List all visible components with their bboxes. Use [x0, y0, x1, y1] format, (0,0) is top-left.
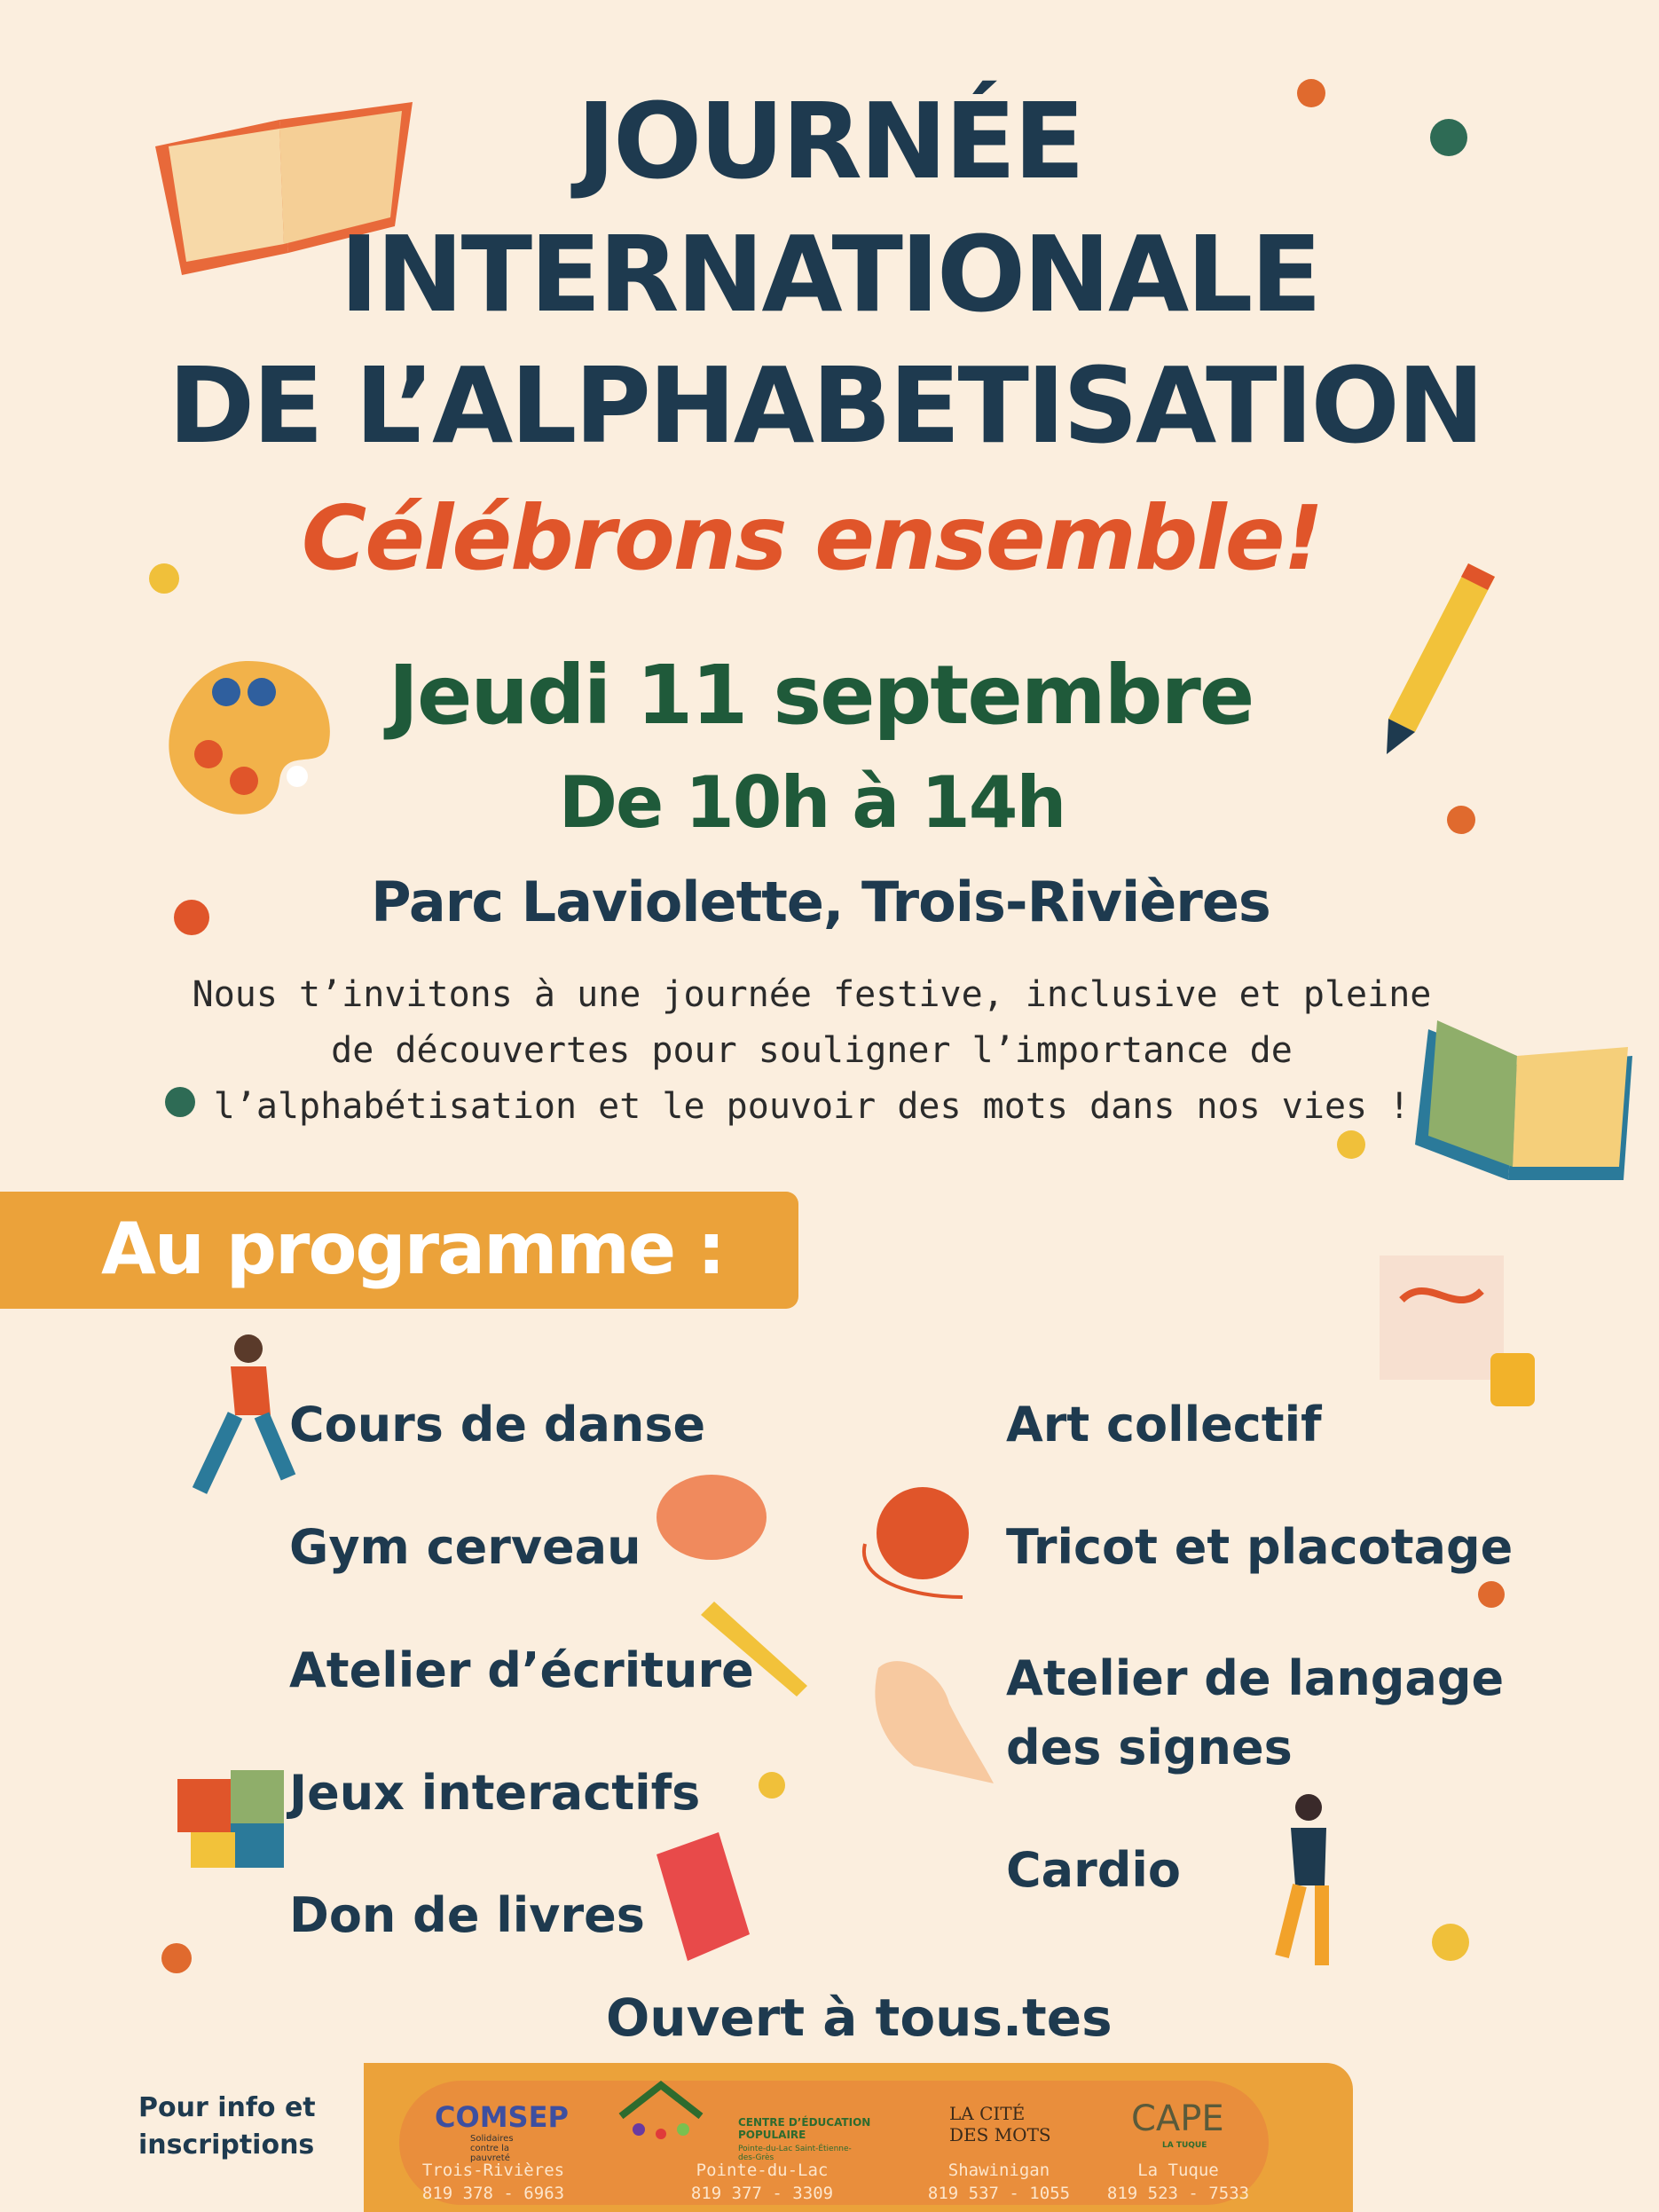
title-line-1: JOURNÉE: [577, 80, 1082, 202]
info-label: [138, 2090, 316, 2164]
subtitle: Célébrons ensemble!: [301, 486, 1323, 590]
program-banner: [0, 1192, 798, 1309]
info-line: Pour info et: [138, 2092, 316, 2123]
program-item: des signes: [1006, 1720, 1293, 1775]
program-item: Tricot et placotage: [1006, 1519, 1514, 1575]
cape-tagline: LA TUQUE: [1162, 2141, 1207, 2150]
program-item: Atelier de langage: [1006, 1650, 1505, 1706]
decor-dot: [161, 1943, 192, 1973]
program-item: Cardio: [1006, 1842, 1181, 1898]
contact-phone[interactable]: 819 523 - 7533: [1106, 2184, 1250, 2203]
brain-icon: [652, 1468, 772, 1575]
program-heading: Au programme :: [101, 1208, 724, 1290]
decor-dot: [1478, 1581, 1505, 1608]
contact-town: Trois-Rivières: [421, 2161, 565, 2180]
cite-des-mots-logo: LA CITÉ DES MOTS: [949, 2103, 1051, 2145]
cep-tagline: Pointe-du-Lac Saint-Étienne-des-Grès: [738, 2145, 852, 2162]
contact-phone[interactable]: 819 377 - 3309: [690, 2184, 834, 2203]
cep-house-icon: [617, 2081, 705, 2161]
program-item: Jeux interactifs: [289, 1765, 701, 1821]
contact-town: Shawinigan: [947, 2161, 1050, 2180]
event-date: Jeudi 11 septembre: [388, 648, 1254, 743]
sign-language-hands-icon: [861, 1633, 998, 1788]
cep-logo: CENTRE D’ÉDUCATION POPULAIRE: [738, 2116, 871, 2141]
contact-town: Pointe-du-Lac: [696, 2161, 829, 2180]
description-line: Nous t’invitons à une journée festive, inclusive et pleine: [192, 974, 1432, 1015]
comsep-logo: COMSEP: [435, 2100, 569, 2134]
event-location: Parc Laviolette, Trois-Rivières: [371, 870, 1270, 934]
decor-dot: [759, 1772, 785, 1799]
contact-phone[interactable]: 819 537 - 1055: [927, 2184, 1071, 2203]
cardio-person-icon: [1255, 1788, 1362, 1979]
yarn-ball-icon: [856, 1473, 980, 1606]
title-line-2: INTERNATIONALE: [339, 213, 1320, 335]
program-item: Gym cerveau: [289, 1519, 641, 1575]
puzzle-icon: [169, 1752, 302, 1885]
contact-la-tuque: [1063, 2159, 1293, 2205]
program-item: Art collectif: [1006, 1397, 1322, 1452]
book-icon: [648, 1828, 759, 1965]
description-line: de découvertes pour souligner l’importance de: [331, 1030, 1293, 1071]
event-hours: De 10h à 14h: [558, 761, 1065, 844]
title-line-3: DE L’ALPHABETISATION: [168, 344, 1482, 467]
easel-icon: [1357, 1247, 1561, 1433]
description-line: l’alphabétisation et le pouvoir des mots dans nos vies !: [213, 1086, 1411, 1127]
comsep-tagline: Solidaires contre la pauvreté: [470, 2134, 514, 2163]
info-line: inscriptions: [138, 2129, 315, 2161]
open-to-all: Ouvert à tous.tes: [606, 1988, 1113, 2048]
description: [0, 967, 1641, 1135]
contact-town: La Tuque: [1137, 2161, 1219, 2180]
partners-footer: [364, 2063, 1353, 2212]
contact-trois-rivieres: [378, 2159, 609, 2205]
program-item: Atelier d’écriture: [289, 1642, 754, 1698]
program-item: Cours de danse: [289, 1397, 706, 1452]
dancer-icon: [173, 1326, 306, 1508]
contact-phone[interactable]: 819 378 - 6963: [421, 2184, 565, 2203]
pencil-icon: [692, 1597, 816, 1704]
contact-pointe-du-lac: [647, 2159, 877, 2205]
decor-dot: [1432, 1924, 1469, 1961]
program-item: Don de livres: [289, 1887, 645, 1943]
cape-logo: CAPE: [1131, 2098, 1224, 2139]
